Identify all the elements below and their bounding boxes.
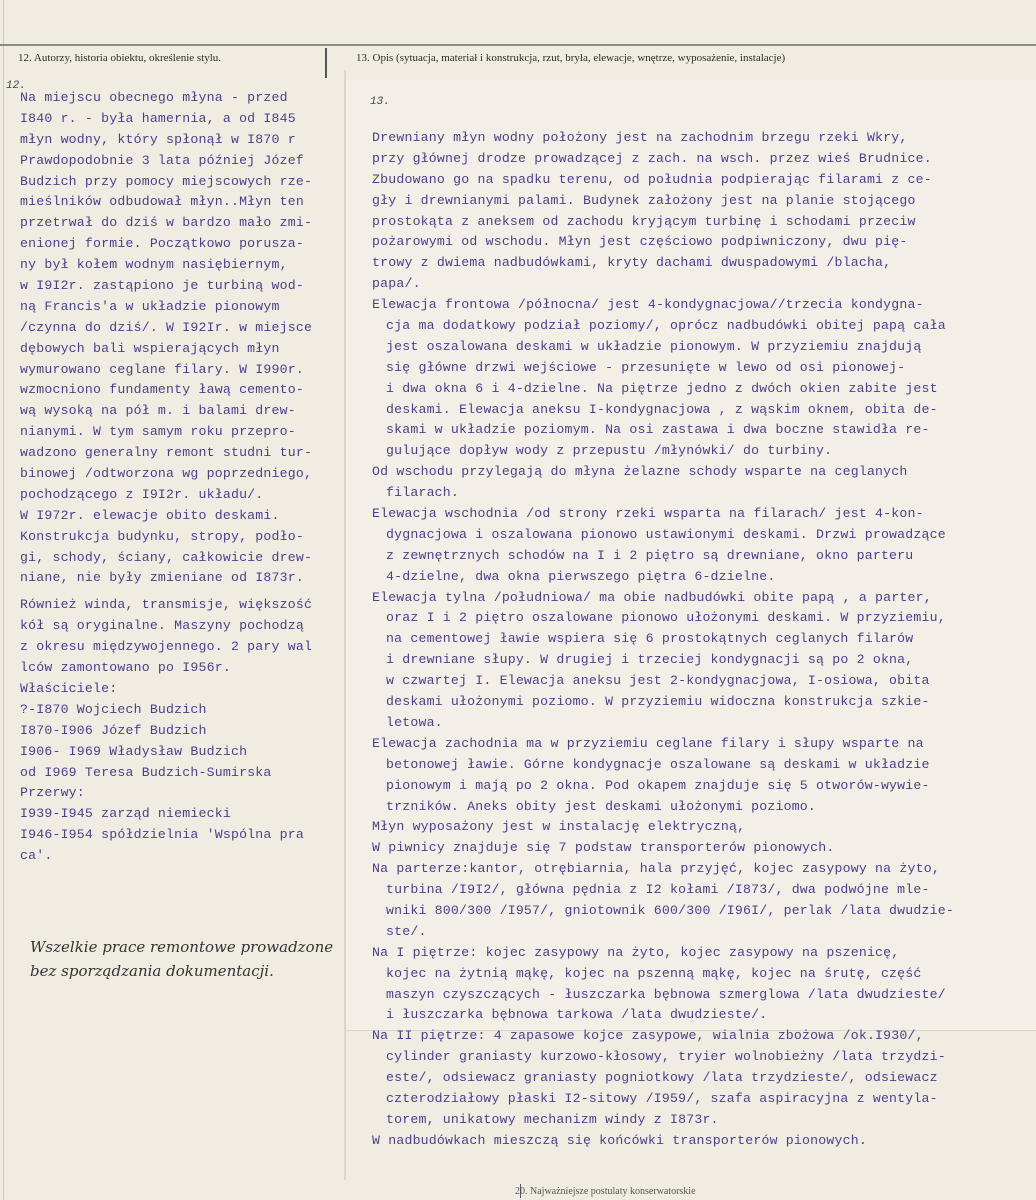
description-line: Na I piętrze: kojec zasypowy na żyto, kojec zasypowy na pszenicę, [372,944,900,960]
description-line: wniki 800/300 /I957/, gniotownik 600/300 /I96I/, perlak /lata dwudzie- [386,902,954,918]
history-line: w I9I2r. zastąpiono je turbiną wod- [20,278,304,294]
history-line: enionej formie. Początkowo porusza- [20,236,304,252]
description-line: pożarowymi od wschodu. Młyn jest częściowo podpiwniczony, dwu pię- [372,234,908,250]
description-text [372,128,1032,1152]
history-line: wadzono generalny remont studni tur- [20,445,313,461]
description-line: cja ma dodatkowy podział poziomy/, oprócz nadbudówki obitej papą cała [386,318,946,334]
history-line: ca'. [20,848,53,864]
description-line: trowy z dwiema nadbudówkami, kryty dachami dwuspadowymi /blacha, [372,255,892,271]
history-line: Budzich przy pomocy miejscowych rze- [20,173,313,189]
description-line: Elewacja tylna /południowa/ ma obie nadbudówki obite papą , a parter, [372,589,932,605]
description-line: turbina /I9I2/, główna pędnia z I2 kołami /I873/, dwa podwójne mle- [386,882,930,898]
description-line: przy głównej drodze prowadzącej z zach. na wsch. przez wieś Brudnice. [372,150,932,166]
history-line: wzmocniono fundamenty ławą cemento- [20,382,304,398]
column-divider [325,48,327,78]
history-line: lców zamontowano po I956r. [20,660,231,676]
description-line: i drewniane słupy. W drugiej i trzeciej kondygnacji są po 2 okna, [386,652,914,668]
history-line: Właściciele: [20,680,118,696]
history-line: nianymi. W tym samym roku przepro- [20,424,296,440]
description-line: jest oszalowana deskami w układzie pionowym. W przyziemiu znajdują [386,338,922,354]
description-line: z zewnętrznych schodów na I i 2 piętro są drewniane, okno parteru [386,547,914,563]
history-paragraph-1 [20,88,340,589]
history-line: niane, nie były zmieniane od I873r. [20,570,304,586]
description-line: filarach. [386,485,460,501]
history-line: wą wysoką na pół m. i balami drew- [20,403,296,419]
history-line: ną Francis'a w układzie pionowym [20,298,280,314]
description-line: betonowej ławie. Górne kondygnacje oszalowane są deskami w układzie [386,756,930,772]
history-line: Przerwy: [20,785,85,801]
description-line: gulujące dopływ wody z przepustu /młynówki/ do turbiny. [386,443,833,459]
description-line: maszyn czyszczących - łuszczarka bębnowa szmerglowa /lata dwudzieste/ [386,986,946,1002]
history-line: mieślników odbudował młyn..Młyn ten [20,194,304,210]
history-line: I870-I906 Józef Budzich [20,722,207,738]
description-line: oraz I i 2 piętro oszalowane pionowo ułożonymi deskami. W przyziemiu, [386,610,946,626]
history-line: młyn wodny, który spłonął w I870 r [20,131,296,147]
header-rule [0,44,1036,46]
section-20-header: 20. Najważniejsze postulaty konserwatorskie [515,1186,696,1197]
description-line: Na parterze:kantor, otrębiarnia, hala przyjęć, kojec zasypowy na żyto, [372,861,940,877]
history-line: /czynna do dziś/. W I92Ir. w miejsce [20,319,313,335]
description-line: deskami ułożonymi poziomo. W przyziemiu widoczna konstrukcja szkie- [386,694,930,710]
page-edge [3,0,4,1200]
history-line: gi, schody, ściany, całkowicie drew- [20,549,313,565]
description-line: kojec na żytnią mąkę, kojec na pszenną mąkę, kojec na śrutę, część [386,965,922,981]
section-13-header: 13. Opis (sytuacja, materiał i konstrukcja, rzut, bryła, elewacje, wnętrze, wyposażenie, instalacje) [356,52,786,64]
description-line: się główne drzwi wejściowe - przesunięte w lewo od osi pionowej- [386,359,906,375]
description-line: papa/. [372,276,421,292]
history-line: z okresu międzywojennego. 2 pary wal [20,639,313,655]
description-line: czterodziałowy płaski I2-sitowy /I959/, szafa aspiracyjna z wentyla- [386,1090,938,1106]
history-line: I939-I945 zarząd niemiecki [20,806,231,822]
description-line: Od wschodu przylegają do młyna żelazne schody wsparte na ceglanych [372,464,908,480]
description-line: Zbudowano go na spadku terenu, od południa podpierając filarami z ce- [372,171,932,187]
history-line: Prawdopodobnie 3 lata później Józef [20,152,304,168]
history-line: wymurowano ceglane filary. W I990r. [20,361,304,377]
description-line: na cementowej ławie wspiera się 6 prostokątnych ceglanych filarów [386,631,914,647]
history-line: W I972r. elewacje obito deskami. [20,507,280,523]
history-line: od I969 Teresa Budzich-Sumirska [20,764,272,780]
description-line: i dwa okna 6 i 4-dzielne. Na piętrze jedno z dwóch okien zabite jest [386,380,938,396]
history-line: Również winda, transmisje, większość [20,597,313,613]
description-line: este/, odsiewacz graniasty pogniotkowy /lata trzydzieste/, odsiewacz [386,1070,938,1086]
description-line: i łuszczarka bębnowa tarkowa /lata dwudzieste/. [386,1007,768,1023]
history-paragraph-2 [20,595,340,867]
description-line: Na II piętrze: 4 zapasowe kojce zasypowe, wialnia zbożowa /ok.I930/, [372,1028,924,1044]
history-line: Na miejscu obecnego młyna - przed [20,90,288,105]
description-line: deskami. Elewacja aneksu I-kondygnacjowa , z wąskim oknem, obita de- [386,401,938,417]
description-line: cylinder graniasty kurzowo-kłosowy, tryier wolnobieżny /lata trzydzi- [386,1049,946,1065]
description-line: Elewacja frontowa /północna/ jest 4-kondygnacjowa//trzecia kondygna- [372,297,924,313]
description-line: W nadbudówkach mieszczą się końcówki transporterów pionowych. [372,1132,867,1148]
description-line: gły i drewnianymi palami. Budynek założony jest na planie stojącego [372,192,916,208]
paper-fold-vertical [344,70,346,1180]
section-13-number: 13. [370,96,390,108]
description-line: Elewacja wschodnia /od strony rzeki wsparta na filarach/ jest 4-kon- [372,506,924,522]
history-line: ?-I870 Wojciech Budzich [20,701,207,717]
history-line: I840 r. - była hamernia, a od I845 [20,110,296,126]
description-line: trzników. Aneks obity jest deskami ułożonymi poziomo. [386,798,817,814]
handwritten-note-line-1: Wszelkie prace remontowe prowadzone [30,938,334,956]
description-line: w czwartej I. Elewacja aneksu jest 2-kondygnacjowa, I-osiowa, obita [386,673,930,689]
description-line: Elewacja zachodnia ma w przyziemiu ceglane filary i słupy wsparte na [372,735,924,751]
description-line: pionowym i mają po 2 okna. Pod okapem znajduje się 5 otworów-wywie- [386,777,930,793]
history-line: kół są oryginalne. Maszyny pochodzą [20,618,304,634]
history-line: przetrwał do dziś w bardzo mało zmi- [20,215,313,231]
history-line: ny był kołem wodnym nasiębiernym, [20,257,288,273]
description-line: Drewniany młyn wodny położony jest na zachodnim brzegu rzeki Wkry, [372,130,908,145]
section-12-header: 12. Autorzy, historia obiektu, określenie stylu. [18,52,222,64]
history-line: I906- I969 Władysław Budzich [20,743,248,759]
history-text [20,88,340,867]
history-line: pochodzącego z I9I2r. układu/. [20,486,264,502]
description-line: ste/. [386,923,427,939]
description-line: 4-dzielne, dwa okna pierwszego piętra 6-dzielne. [386,568,776,584]
history-line: binowej /odtworzona wg poprzedniego, [20,466,313,482]
history-line: I946-I954 spółdzielnia 'Wspólna pra [20,827,304,843]
description-line: W piwnicy znajduje się 7 podstaw transporterów pionowych. [372,840,835,856]
description-line: letowa. [386,714,443,730]
handwritten-note-line-2: bez sporządzania dokumentacji. [30,962,274,980]
description-line: dygnacjowa i oszalowana pionowo ustawionymi deskami. Drzwi prowadzące [386,526,946,542]
history-line: dębowych bali wspierających młyn [20,340,280,356]
description-line: torem, unikatowy mechanizm windy z I873r. [386,1111,719,1127]
description-line: prostokąta z aneksem od zachodu kryjącym turbinę i schodami przeciw [372,213,916,229]
description-line: Młyn wyposażony jest w instalację elektryczną, [372,819,746,835]
history-line: Konstrukcja budynku, stropy, podło- [20,528,304,544]
description-line: skami w układzie poziomym. Na osi zastawa i dwa boczne stawidła re- [386,422,930,438]
section-12-number: 12. [6,80,26,92]
